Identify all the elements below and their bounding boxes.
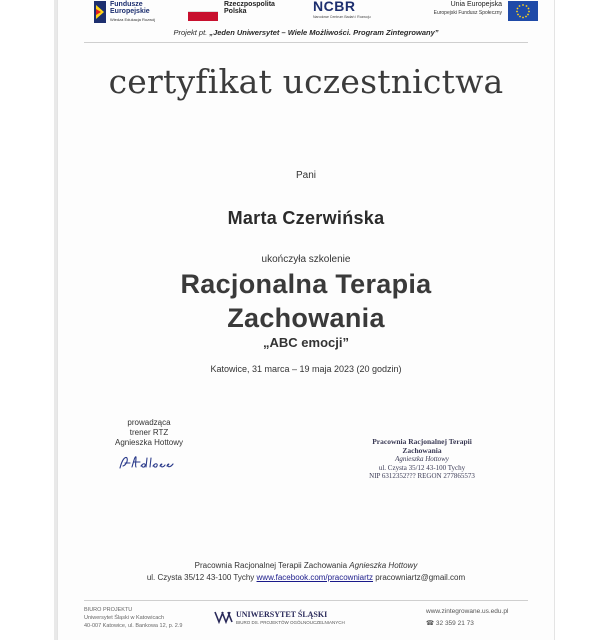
ncbr-subtitle: Narodowe Centrum Badań i Rozwoju <box>313 15 371 19</box>
course-title-line1: Racjonalna Terapia <box>180 269 432 299</box>
eu-flag-icon <box>508 1 538 21</box>
us-name: UNIWERSYTET ŚLĄSKI <box>236 610 328 619</box>
stamp-line2: Zachowania <box>402 445 442 455</box>
header-divider <box>84 42 528 43</box>
footer-contact-line <box>58 572 554 584</box>
trainer-name: Agnieszka Hottowy <box>114 438 184 447</box>
uniwersytet-slaski-logo <box>214 610 374 632</box>
ue-line2: Europejski Fundusz Społeczny <box>433 10 502 16</box>
us-subtitle: BIURO DS. PROJEKTÓW OGÓLNOUCZELNIANYCH <box>236 620 345 625</box>
stamp-line1: Pracownia Racjonalnej Terapii <box>372 437 472 446</box>
completed-text: ukończyła szkolenie <box>261 254 351 265</box>
us-emblem-icon <box>214 610 234 624</box>
ue-line1: Unia Europejska <box>450 1 502 8</box>
project-phone: ☎ 32 359 21 73 <box>426 620 474 627</box>
project-office <box>84 606 214 630</box>
course-title-line2: Zachowania <box>227 303 385 333</box>
fundusze-europejskie-icon <box>94 1 106 23</box>
participant-name: Marta Czerwińska <box>227 208 385 228</box>
logo-strip <box>58 0 554 26</box>
certificate-title: certyfikat uczestnictwa <box>108 62 504 101</box>
footer-divider <box>84 600 528 601</box>
fundusze-subtitle: Wiedza Edukacja Rozwój <box>110 17 156 22</box>
stamp-line4: ul. Czysta 35/12 43-100 Tychy <box>378 463 466 472</box>
ncbr-logo <box>313 0 393 26</box>
footer-email: pracowniartz@gmail.com <box>373 573 466 582</box>
trainer-role-line1: prowadząca <box>127 418 171 427</box>
course-subtitle: „ABC emocji” <box>263 335 349 350</box>
footer-org-owner: Agnieszka Hottowy <box>349 561 418 570</box>
page-edge <box>54 0 57 640</box>
stamp <box>352 438 492 481</box>
biuro-title: BIURO PROJEKTU <box>84 607 133 613</box>
rp-line1: Rzeczpospolita <box>224 1 275 8</box>
footer-org-line <box>58 560 554 572</box>
trainer-signature <box>116 452 196 472</box>
rp-line2: Polska <box>224 8 247 15</box>
course-dates: Katowice, 31 marca – 19 maja 2023 (20 godzin) <box>210 364 402 374</box>
facebook-link[interactable]: www.facebook.com/pracowniartz <box>256 573 374 582</box>
bottom-bar <box>58 606 554 640</box>
project-prefix: Projekt pt. <box>173 28 210 37</box>
project-contact <box>426 606 536 630</box>
biuro-line2: 40-007 Katowice, ul. Bankowa 12, p. 2.9 <box>84 623 183 629</box>
footer-org: Pracownia Racjonalnej Terapii Zachowania <box>194 561 350 570</box>
biuro-line1: Uniwersytet Śląski w Katowicach <box>84 615 165 621</box>
trainer-block <box>104 418 194 448</box>
project-name: „Jeden Uniwersytet – Wiele Możliwości. Program Zintegrowany” <box>209 28 439 37</box>
salutation: Pani <box>295 170 316 181</box>
certificate-page <box>58 0 554 640</box>
organizer-footer <box>58 560 554 584</box>
fundusze-line2: Europejskie <box>110 8 150 15</box>
rzeczpospolita-logo <box>188 0 278 26</box>
project-website[interactable]: www.zintegrowane.us.edu.pl <box>426 608 509 615</box>
polish-flag-icon <box>188 11 218 21</box>
stamp-line5: NIP 6312352??? REGON 277865573 <box>369 472 475 480</box>
trainer-role-line2: trener RTZ <box>129 428 169 437</box>
fundusze-line1: Fundusze <box>110 1 143 8</box>
ncbr-wordmark: NCBR <box>313 0 356 14</box>
unia-europejska-logo <box>418 0 538 26</box>
project-title <box>58 28 554 37</box>
stamp-line3: Agnieszka Hottowy <box>395 455 449 463</box>
fundusze-europejskie-logo <box>94 0 184 26</box>
footer-address: ul. Czysta 35/12 43-100 Tychy <box>146 573 257 582</box>
